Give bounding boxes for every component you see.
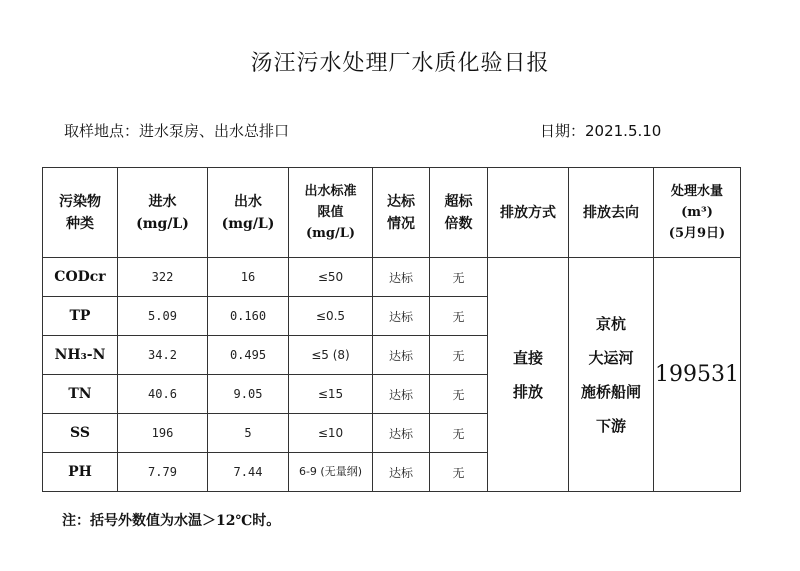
table-row — [43, 258, 741, 297]
compliance-cell: 达标 — [373, 297, 430, 336]
header-limit: 出水标准 限值 (mg/L) — [289, 168, 373, 258]
exceed-cell: 无 — [430, 414, 488, 453]
limit-cell: ≤15 — [289, 375, 373, 414]
limit-cell: ≤5 (8) — [289, 336, 373, 375]
header-treated-volume: 处理水量 (m³) (5月9日) — [654, 168, 741, 258]
report-title: 汤汪污水处理厂水质化验日报 — [250, 51, 550, 76]
compliance-cell: 达标 — [373, 375, 430, 414]
compliance-cell: 达标 — [373, 336, 430, 375]
exceed-cell: 无 — [430, 258, 488, 297]
exceed-cell: 无 — [430, 453, 488, 492]
header-inflow: 进水 (mg/L) — [118, 168, 208, 258]
inflow-cell: 322 — [118, 258, 208, 297]
compliance-cell: 达标 — [373, 453, 430, 492]
header-compliance: 达标 情况 — [373, 168, 430, 258]
report-date: 日期：2021.5.10 — [540, 122, 662, 140]
exceed-cell: 无 — [430, 375, 488, 414]
sampling-location: 取样地点：进水泵房、出水总排口 — [64, 122, 290, 140]
limit-cell: ≤10 — [289, 414, 373, 453]
header-exceed: 超标 倍数 — [430, 168, 488, 258]
limit-cell: ≤0.5 — [289, 297, 373, 336]
inflow-cell: 40.6 — [118, 375, 208, 414]
header-pollutant: 污染物 种类 — [43, 168, 118, 258]
pollutant-cell: SS — [43, 414, 118, 453]
outflow-cell: 5 — [208, 414, 289, 453]
outflow-cell: 0.495 — [208, 336, 289, 375]
inflow-cell: 5.09 — [118, 297, 208, 336]
pollutant-cell: CODcr — [43, 258, 118, 297]
inflow-cell: 196 — [118, 414, 208, 453]
outflow-cell: 0.160 — [208, 297, 289, 336]
outflow-cell: 9.05 — [208, 375, 289, 414]
exceed-cell: 无 — [430, 297, 488, 336]
header-discharge-destination: 排放去向 — [569, 168, 654, 258]
discharge-method-cell: 直接 排放 — [488, 258, 569, 492]
compliance-cell: 达标 — [373, 258, 430, 297]
treated-volume-cell: 199531 — [654, 258, 741, 492]
outflow-cell: 7.44 — [208, 453, 289, 492]
pollutant-cell: PH — [43, 453, 118, 492]
limit-cell: 6-9 (无量纲) — [289, 453, 373, 492]
inflow-cell: 34.2 — [118, 336, 208, 375]
pollutant-cell: TP — [43, 297, 118, 336]
discharge-destination-cell: 京杭 大运河 施桥船闸 下游 — [569, 258, 654, 492]
water-quality-table — [42, 167, 741, 492]
inflow-cell: 7.79 — [118, 453, 208, 492]
header-outflow: 出水 (mg/L) — [208, 168, 289, 258]
exceed-cell: 无 — [430, 336, 488, 375]
pollutant-cell: NH₃-N — [43, 336, 118, 375]
header-discharge-method: 排放方式 — [488, 168, 569, 258]
header-row — [43, 168, 741, 258]
compliance-cell: 达标 — [373, 414, 430, 453]
pollutant-cell: TN — [43, 375, 118, 414]
limit-cell: ≤50 — [289, 258, 373, 297]
outflow-cell: 16 — [208, 258, 289, 297]
footnote: 注：括号外数值为水温＞12℃时。 — [62, 513, 281, 529]
